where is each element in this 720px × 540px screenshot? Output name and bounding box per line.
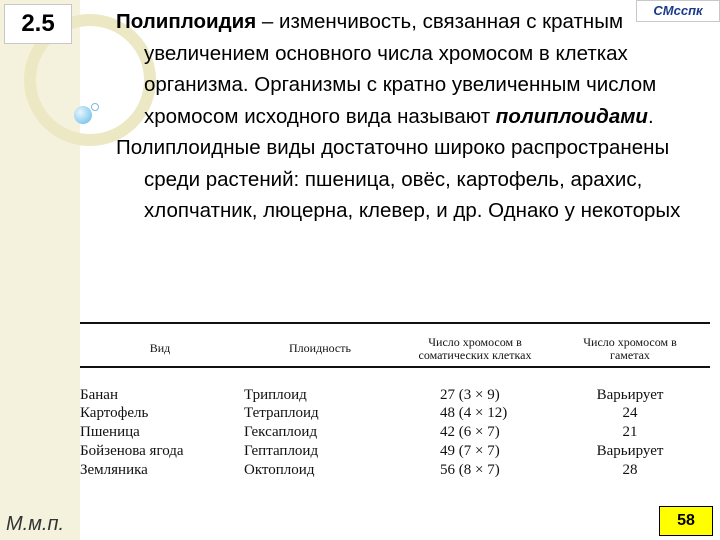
cell-somatic: 56 (8 × 7) <box>440 462 500 478</box>
table-top-rule <box>80 322 710 324</box>
author-initials: М.м.п. <box>6 513 65 535</box>
cell-somatic: 42 (6 × 7) <box>440 424 500 440</box>
definition-end: . <box>647 104 654 128</box>
cell-somatic: 48 (4 × 12) <box>440 405 508 421</box>
decorative-small-bubble <box>91 103 99 111</box>
table-header-gametes: Число хромосом в гаметах <box>583 335 677 362</box>
cell-gametes: Варьирует <box>596 443 664 459</box>
cell-species: Картофель <box>80 405 149 421</box>
cell-ploidy: Тетраплоид <box>244 405 319 421</box>
cell-gametes: 28 <box>622 462 638 478</box>
cell-ploidy: Триплоид <box>244 387 307 403</box>
org-logo: СМсспк <box>636 0 720 22</box>
definition-body: – изменчивость, связанная с кратным увеличением основного числа хромосом в клетках организма. Организмы с кратно увеличенным числом хромосом исходного вида называют <box>144 10 657 128</box>
cell-species: Бойзенова ягода <box>80 443 184 459</box>
cell-ploidy: Гептаплоид <box>244 443 319 459</box>
table-header-rule <box>80 366 710 368</box>
cell-gametes: 21 <box>622 424 638 440</box>
table-header-species: Вид <box>149 341 171 355</box>
page-number-badge: 58 <box>659 506 713 536</box>
table-header-somatic: Число хромосом в соматических клетках <box>418 335 532 362</box>
cell-species: Земляника <box>80 462 148 478</box>
definition-paragraph <box>116 6 696 132</box>
slide-body-text <box>116 6 696 227</box>
cell-species: Банан <box>80 387 118 403</box>
decorative-bubble <box>74 106 92 124</box>
term-polyploids: полиплоидами <box>495 104 648 128</box>
cell-species: Пшеница <box>80 424 140 440</box>
cell-somatic: 49 (7 × 7) <box>440 443 500 459</box>
table-header-ploidy: Плоидность <box>289 341 351 355</box>
term-polyploidy: Полиплоидия <box>116 10 257 33</box>
section-number: 2.5 <box>4 4 72 44</box>
cell-gametes: 24 <box>622 405 638 421</box>
cell-gametes: Варьирует <box>596 387 664 403</box>
examples-paragraph: Полиплоидные виды достаточно широко распространены среди растений: пшеница, овёс, картофель, арахис, хлопчатник, люцерна, клевер, и др. Однако у некоторых <box>116 136 681 222</box>
cell-ploidy: Гексаплоид <box>244 424 318 440</box>
cell-ploidy: Октоплоид <box>244 462 315 478</box>
decorative-sidebar <box>0 0 80 540</box>
polyploidy-table <box>80 322 710 487</box>
cell-somatic: 27 (3 × 9) <box>440 387 500 403</box>
